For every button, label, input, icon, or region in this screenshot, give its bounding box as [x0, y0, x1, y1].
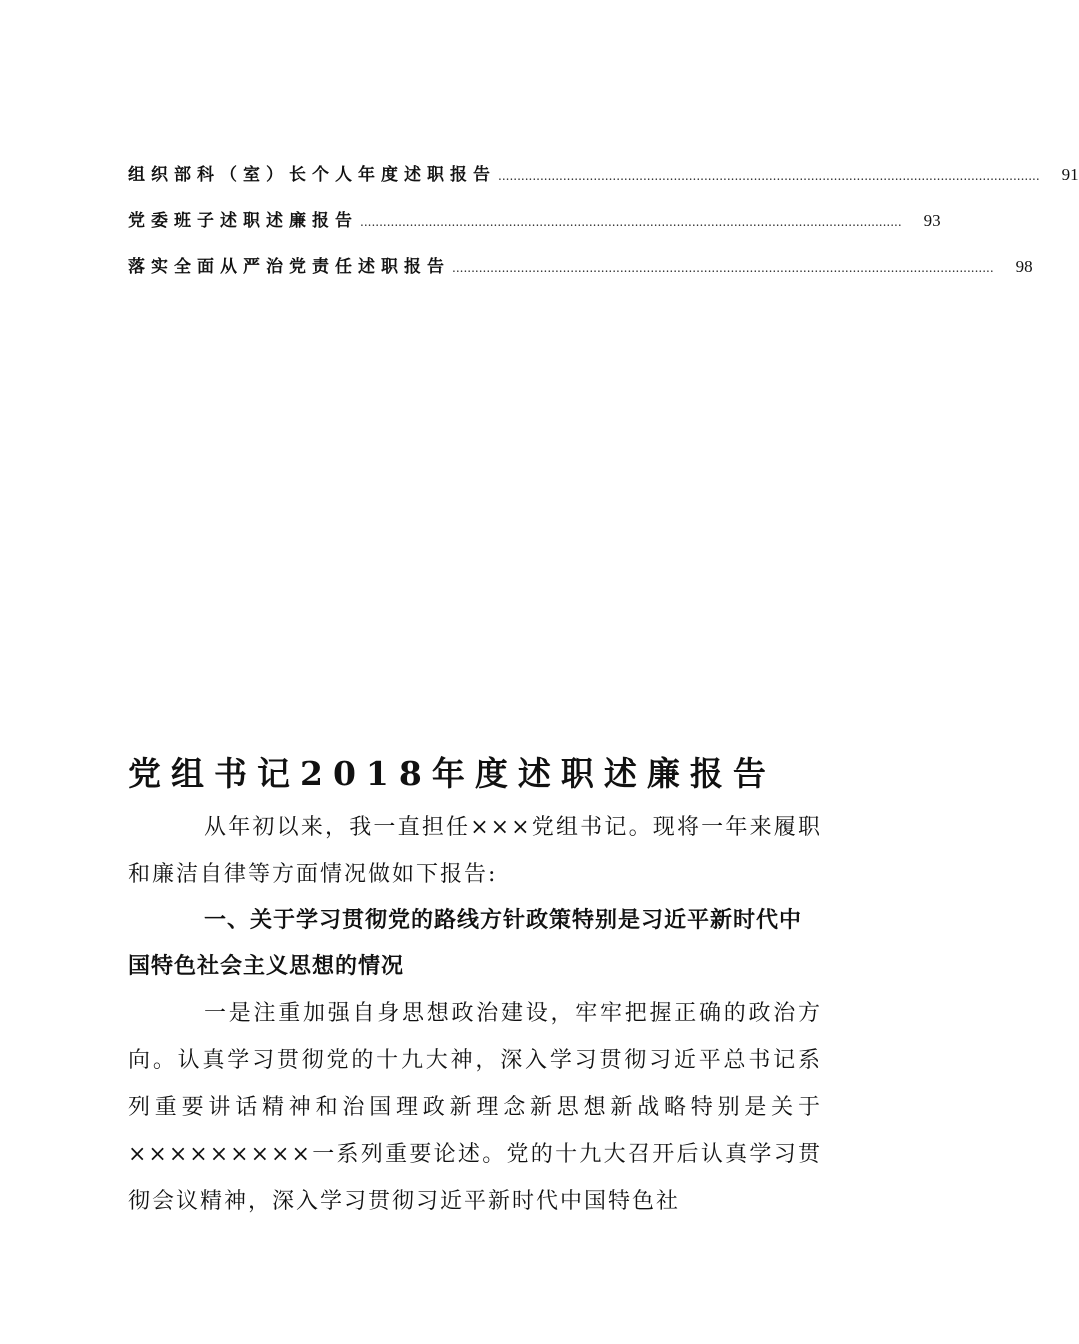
report-section — [128, 748, 822, 1225]
toc-leader-dots: .............................................................................................................................................. — [452, 261, 994, 275]
body-paragraph: 一是注重加强自身思想政治建设，牢牢把握正确的政治方向。认真学习贯彻党的十九大神，深入学习贯彻习近平总书记系列重要讲话精神和治国理政新理念新思想新战略特别是关于×××××××××一系列重要论述。党的十九大召开后认真学习贯彻会议精神，深入学习贯彻习近平新时代中国特色社 — [128, 1001, 822, 1214]
table-of-contents — [128, 160, 1079, 298]
toc-leader-dots: .............................................................................................................................................. — [360, 215, 902, 229]
toc-entry-title: 党委班子述职述廉报告 — [128, 211, 358, 231]
toc-page-number: 98 — [1015, 257, 1033, 276]
toc-entry[interactable] — [128, 206, 941, 252]
toc-leader-dots: .............................................................................................................................................. — [498, 169, 1040, 183]
toc-entry-title: 组织部科（室）长个人年度述职报告 — [128, 165, 496, 185]
intro-paragraph: 从年初以来，我一直担任×××党组书记。现将一年来履职和廉洁自律等方面情况做如下报告: — [128, 815, 822, 887]
report-title: 党组书记2018年度述职述廉报告 — [128, 754, 776, 793]
toc-entry[interactable] — [128, 160, 1079, 206]
section-heading: 一、关于学习贯彻党的路线方针政策特别是习近平新时代中国特色社会主义思想的情况 — [128, 908, 803, 979]
toc-page-number: 93 — [923, 211, 941, 230]
toc-entry-title: 落实全面从严治党责任述职报告 — [128, 257, 450, 277]
toc-entry[interactable] — [128, 252, 1033, 298]
toc-page-number: 91 — [1061, 165, 1079, 184]
